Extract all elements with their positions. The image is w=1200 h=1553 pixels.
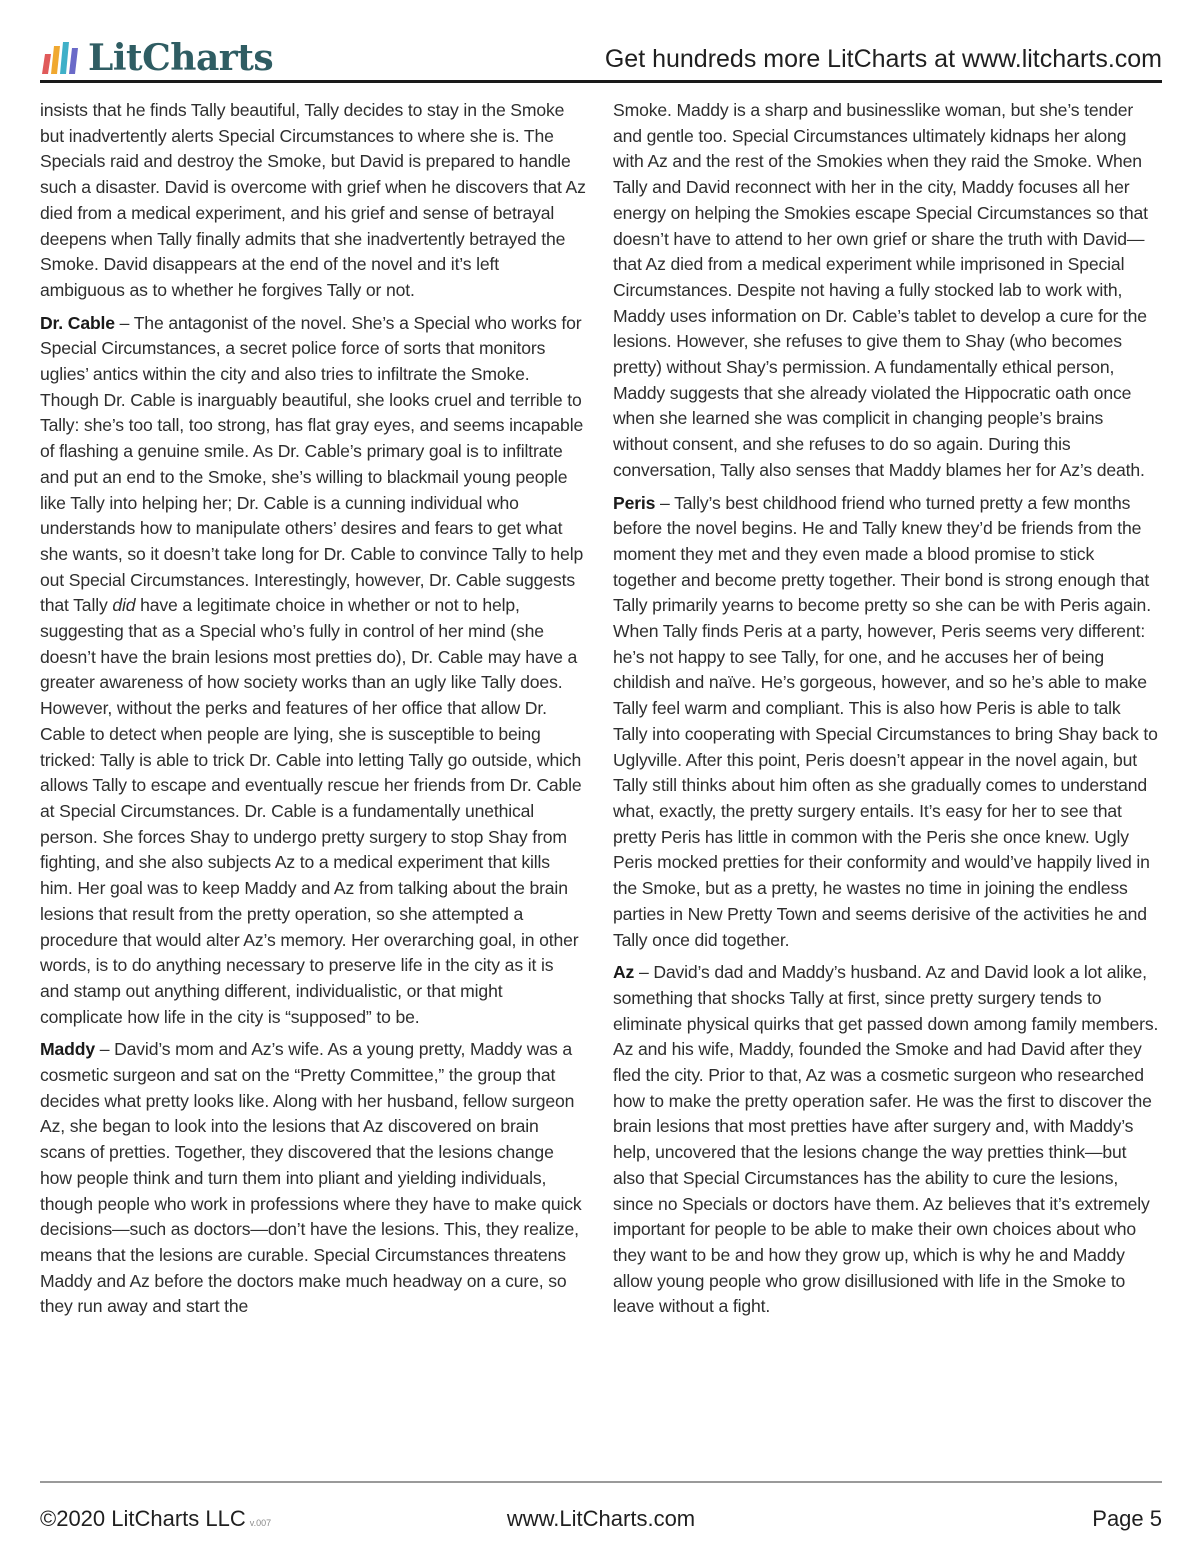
logo-text: LitCharts [88,37,274,79]
peris-term: Peris [613,492,656,513]
right-column [613,98,1159,1327]
logo-bars-icon [40,40,82,76]
david-entry-continued: insists that he finds Tally beautiful, Tally decides to stay in the Smoke but inadvertently alerts Special Circumstances to where she is. The Specials raid and destroy the Smoke, but David is prepared to handle such a disaster. David is overcome with grief when he discovers that Az died from a medical experiment, and his grief and sense of betrayal deepens when Tally finally admits that she inadvertently betrayed the Smoke. David disappears at the end of the novel and it’s left ambiguous as to whether he forgives Tally or not. [40,100,586,300]
az-text: – David’s dad and Maddy’s husband. Az and David look a lot alike, something that shocks Tally at first, since pretty surgery tends to eliminate physical quirks that get passed down among family members. Az and his wife, Maddy, founded the Smoke and had David after they fled the city. Prior to that, Az was a cosmetic surgeon who researched how to make the pretty operation safer. He was the first to discover the brain lesions that most pretties have after surgery and, with Maddy’s help, uncovered that the lesions change the way pretties think—but also that Special Circumstances has the ability to cure the lesions, since no Specials or doctors have them. Az believes that it’s extremely important for people to be able to make their own choices about who they want to be and how they grow up, which is why he and Maddy allow young people who grow disillusioned with life in the Smoke to leave without a fight. [613,962,1159,1317]
az-entry [613,960,1159,1320]
maddy-term: Maddy [40,1039,95,1060]
page-number: Page 5 [1092,1506,1162,1531]
page-header [40,36,1162,80]
maddy-entry [40,1037,586,1320]
peris-text: – Tally’s best childhood friend who turned pretty a few months before the novel begins. He and Tally knew they’d be friends from the moment they met and they even made a blood promise to stick together and become pretty together. Their bond is strong enough that Tally primarily yearns to become pretty so she can be with Peris again. When Tally finds Peris at a party, however, Peris seems very different: he’s not happy to see Tally, for one, and he accuses her of being childish and naïve. He’s gorgeous, however, and so he’s able to make Tally feel warm and compliant. This is also how Peris is able to talk Tally into cooperating with Special Circumstances to bring Shay back to Uglyville. After this point, Peris doesn’t appear in the novel again, but Tally still thinks about him often as she gradually comes to understand what, exactly, the pretty surgery entails. It’s easy for her to see that pretty Peris has little in common with the Peris she once knew. Ugly Peris mocked pretties for their conformity and would’ve happily lived in the Smoke, but as a pretty, he wastes no time in joining the endless parties in New Pretty Town and seems derisive of the activities he and Tally once did together. [613,492,1158,950]
dr-cable-text-b: have a legitimate choice in whether or not to help, suggesting that as a Special who’s fully in control of her mind (she doesn’t have the brain lesions most pretties do), Dr. Cable may have a greater awareness of how society works than an ugly like Tally does. However, without the perks and features of her office that allow Dr. Cable to detect when people are lying, she is susceptible to being tricked: Tally is able to trick Dr. Cable into letting Tally go outside, which allows Tally to escape and eventually rescue her friends from Dr. Cable at Special Circumstances. Dr. Cable is a fundamentally unethical person. She forces Shay to undergo pretty surgery to stop Shay from fighting, and she also subjects Az to a medical experiment that kills him. Her goal was to keep Maddy and Az from talking about the brain lesions that result from the pretty operation, so she attempted a procedure that would alter Az’s memory. Her overarching goal, in other words, is to do anything necessary to preserve life in the city as it is and stamp out anything different, individualistic, or that might complicate how life in the city is “supposed” to be. [40,595,582,1027]
page-footer [40,1503,1162,1535]
dr-cable-term: Dr. Cable [40,312,115,333]
header-divider [40,80,1162,83]
footer-copyright [40,1503,271,1539]
left-column [40,98,586,1327]
footer-site-link[interactable]: www.LitCharts.com [506,1506,696,1531]
dr-cable-emphasis: did [112,595,136,616]
dr-cable-text-a: – The antagonist of the novel. She’s a Special who works for Special Circumstances, a secret police force of sorts that monitors uglies’ antics within the city and also tries to infiltrate the Smoke. Though Dr. Cable is inarguably beautiful, she looks cruel and terrible to Tally: she’s too tall, too strong, has flat gray eyes, and seems incapable of flashing a genuine smile. As Dr. Cable’s primary goal is to infiltrate and put an end to the Smoke, she’s willing to blackmail young people like Tally into helping her; Dr. Cable is a cunning individual who understands how to manipulate others’ desires and fears to get what she wants, so it doesn’t take long for Dr. Cable to convince Tally to help out Special Circumstances. Interestingly, however, Dr. Cable suggests that Tally [40,312,584,616]
copyright-text: ©2020 LitCharts LLC [40,1506,246,1531]
header-tagline-link[interactable]: Get hundreds more LitCharts at www.litcharts.com [604,45,1162,73]
version-label: v.007 [249,1518,272,1528]
footer-divider [40,1481,1162,1483]
az-term: Az [613,962,635,983]
litcharts-logo[interactable] [40,36,273,80]
dr-cable-entry [40,311,586,1031]
peris-entry [613,491,1159,954]
maddy-entry-continued: Smoke. Maddy is a sharp and businesslike woman, but she’s tender and gentle too. Special Circumstances ultimately kidnaps her along with Az and the rest of the Smokies when they raid the Smoke. When Tally and David reconnect with her in the city, Maddy focuses all her energy on helping the Smokies escape Special Circumstances so that doesn’t have to attend to her own grief or share the truth with David—that Az died from a medical experiment while imprisoned in Special Circumstances. Despite not having a fully stocked lab to work with, Maddy uses information on Dr. Cable’s tablet to develop a cure for the lesions. However, she refuses to give them to Shay (who becomes pretty) without Shay’s permission. A fundamentally ethical person, Maddy suggests that she already violated the Hippocratic oath once when she learned she was complicit in changing people’s brains without consent, and she refuses to do so again. During this conversation, Tally also senses that Maddy blames her for Az’s death. [613,100,1148,480]
maddy-text: – David’s mom and Az’s wife. As a young pretty, Maddy was a cosmetic surgeon and sat on the “Pretty Committee,” the group that decides what pretty looks like. Along with her husband, fellow surgeon Az, she began to look into the lesions that Az discovered on brain scans of pretties. Together, they discovered that the lesions change how people think and turn them into pliant and yielding individuals, though people who work in professions where they have to make quick decisions—such as doctors—don’t have the lesions. This, they realize, means that the lesions are curable. Special Circumstances threatens Maddy and Az before the doctors make much headway on a cure, so they run away and start the [40,1039,582,1317]
